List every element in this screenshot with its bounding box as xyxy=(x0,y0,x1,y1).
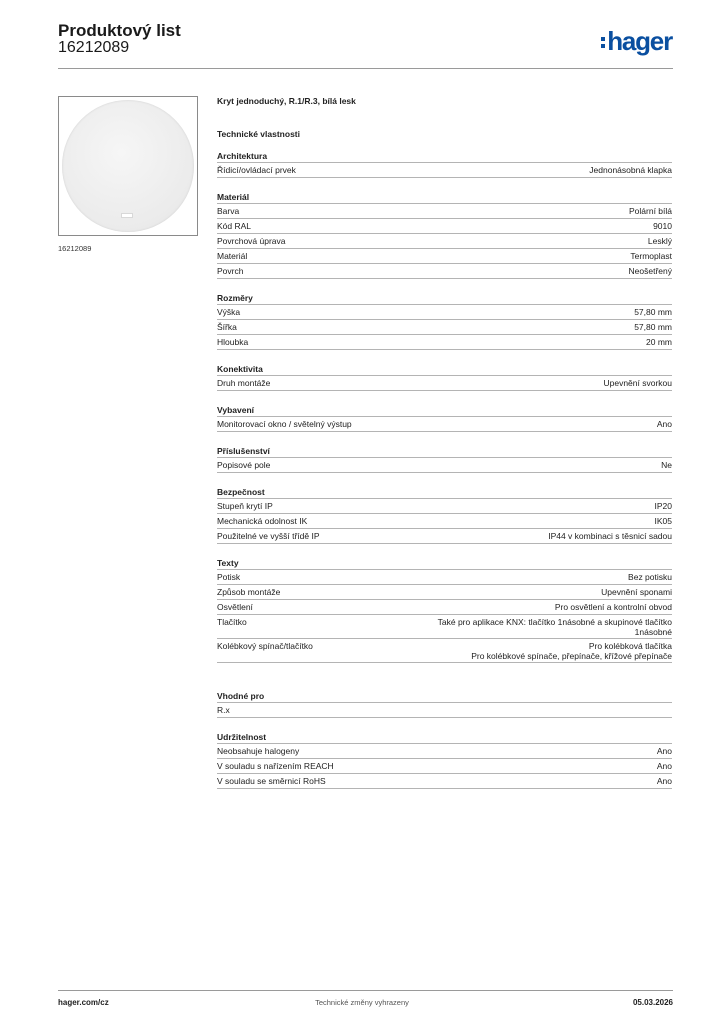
group-title: Příslušenství xyxy=(217,446,672,458)
spec-row xyxy=(217,417,672,432)
spec-value xyxy=(629,206,672,216)
spec-value xyxy=(657,776,672,786)
spec-row xyxy=(217,759,672,774)
spec-group xyxy=(217,487,672,544)
spec-row xyxy=(217,264,672,279)
spec-label: Potisk xyxy=(217,572,241,582)
image-caption: 16212089 xyxy=(58,244,92,253)
hager-logo xyxy=(601,28,672,54)
group-spacer xyxy=(217,391,672,405)
group-title: Vhodné pro xyxy=(217,691,672,703)
spec-row xyxy=(217,615,672,639)
spec-row xyxy=(217,204,672,219)
spec-row xyxy=(217,529,672,544)
footer-date: 05.03.2026 xyxy=(632,998,673,1007)
spec-label: Mechanická odolnost IK xyxy=(217,516,308,526)
group-title: Texty xyxy=(217,558,672,570)
spec-value-line: 57,80 mm xyxy=(634,307,672,317)
spec-value xyxy=(657,746,672,756)
spec-label: V souladu se směrnicí RoHS xyxy=(217,776,326,786)
spec-label: Šířka xyxy=(217,322,237,332)
spec-row xyxy=(217,514,672,529)
spec-value xyxy=(628,572,672,582)
spec-value-line: Polární bílá xyxy=(629,206,672,216)
spec-groups xyxy=(217,151,672,789)
spec-value-line: IP44 v kombinaci s těsnicí sadou xyxy=(548,531,672,541)
spec-group xyxy=(217,558,672,663)
spec-label: Hloubka xyxy=(217,337,249,347)
group-title: Bezpečnost xyxy=(217,487,672,499)
spec-content xyxy=(217,96,672,789)
group-spacer xyxy=(217,350,672,364)
spec-row xyxy=(217,600,672,615)
spec-label: Tlačítko xyxy=(217,617,247,627)
spec-value xyxy=(634,322,672,332)
spec-group xyxy=(217,293,672,350)
spec-row xyxy=(217,234,672,249)
spec-value xyxy=(655,516,673,526)
spec-row xyxy=(217,703,672,718)
spec-value-line: 1násobné xyxy=(634,627,672,637)
spec-value-line: Pro osvětlení a kontrolní obvod xyxy=(554,602,672,612)
spec-value xyxy=(438,617,672,637)
spec-value-line: Ano xyxy=(656,419,672,429)
spec-group xyxy=(217,151,672,178)
logo-dots-icon xyxy=(601,37,605,48)
spec-row xyxy=(217,639,672,663)
spec-label: Povrchová úprava xyxy=(217,236,286,246)
spec-label: Osvětlení xyxy=(217,602,253,612)
spec-value-line: Upevnění sponami xyxy=(601,587,672,597)
spec-group xyxy=(217,691,672,718)
spec-value-line: Neošetřený xyxy=(628,266,672,276)
spec-value xyxy=(655,501,673,511)
spec-group xyxy=(217,364,672,391)
page-title: Produktový list xyxy=(58,21,181,40)
spec-value-line: Pro kolébková tlačítka xyxy=(588,641,672,651)
spec-row xyxy=(217,744,672,759)
spec-value xyxy=(648,236,672,246)
product-image xyxy=(58,96,198,236)
spec-value xyxy=(630,251,672,261)
spec-row xyxy=(217,774,672,789)
group-title: Architektura xyxy=(217,151,672,163)
spec-group xyxy=(217,446,672,473)
spec-label: Způsob montáže xyxy=(217,587,281,597)
spec-label: Materiál xyxy=(217,251,248,261)
group-spacer xyxy=(217,544,672,558)
spec-label: V souladu s nařízením REACH xyxy=(217,761,334,771)
spec-label: Neobsahuje halogeny xyxy=(217,746,300,756)
spec-value xyxy=(601,587,672,597)
spec-value xyxy=(657,761,672,771)
spec-label: Kolébkový spínač/tlačítko xyxy=(217,641,313,651)
spec-label: Barva xyxy=(217,206,240,216)
spec-row xyxy=(217,305,672,320)
spec-value-line: IP20 xyxy=(654,501,672,511)
spec-label: Řídicí/ovládací prvek xyxy=(217,165,296,175)
spec-value-line: Ano xyxy=(656,761,672,771)
group-title: Rozměry xyxy=(217,293,672,305)
spec-group xyxy=(217,732,672,789)
spec-value-line: Jednonásobná klapka xyxy=(589,165,672,175)
spec-label: Monitorovací okno / světelný výstup xyxy=(217,419,352,429)
spec-value xyxy=(634,307,672,317)
spec-row xyxy=(217,585,672,600)
spec-label: Druh montáže xyxy=(217,378,271,388)
spec-value-line: Ne xyxy=(661,460,672,470)
group-spacer xyxy=(217,432,672,446)
group-title: Vybavení xyxy=(217,405,672,417)
spec-label: Výška xyxy=(217,307,241,317)
spec-value-line: 9010 xyxy=(653,221,672,231)
spec-row xyxy=(217,320,672,335)
group-spacer xyxy=(217,279,672,293)
spec-group xyxy=(217,405,672,432)
spec-value-line: 57,80 mm xyxy=(634,322,672,332)
spec-value xyxy=(471,641,672,661)
spec-value xyxy=(657,419,672,429)
group-title: Konektivita xyxy=(217,364,672,376)
indicator-window xyxy=(121,213,133,218)
spec-label: Povrch xyxy=(217,266,244,276)
spec-row xyxy=(217,163,672,178)
footer-divider xyxy=(58,990,673,991)
group-spacer xyxy=(217,473,672,487)
spec-group xyxy=(217,192,672,279)
spec-value-line: Upevnění svorkou xyxy=(603,378,672,388)
spec-value-line: Také pro aplikace KNX: tlačítko 1násobné a skupinové tlačítko xyxy=(437,617,672,627)
spec-row xyxy=(217,249,672,264)
spec-value xyxy=(548,531,672,541)
spec-value xyxy=(589,165,672,175)
spec-value-line: Pro kolébkové spínače, přepínače, křížové přepínače xyxy=(471,651,672,661)
spec-value xyxy=(661,460,672,470)
spec-row xyxy=(217,499,672,514)
spec-value-line: Ano xyxy=(656,746,672,756)
spec-value-line: Bez potisku xyxy=(628,572,672,582)
spec-value xyxy=(555,602,672,612)
spec-label: R.x xyxy=(217,705,230,715)
spec-value xyxy=(653,221,672,231)
group-title: Udržitelnost xyxy=(217,732,672,744)
group-spacer xyxy=(217,718,672,732)
spec-value xyxy=(646,337,672,347)
spec-row xyxy=(217,458,672,473)
product-number: 16212089 xyxy=(58,39,130,56)
footer-website[interactable]: hager.com/cz xyxy=(58,998,109,1007)
spec-row xyxy=(217,219,672,234)
spec-label: Kód RAL xyxy=(217,221,252,231)
product-name: Kryt jednoduchý, R.1/R.3, bílá lesk xyxy=(217,96,356,106)
spec-value-line: 20 mm xyxy=(646,337,672,347)
spec-label: Stupeň krytí IP xyxy=(217,501,273,511)
spec-row xyxy=(217,570,672,585)
spec-value xyxy=(629,266,672,276)
header-divider xyxy=(58,68,673,69)
group-title: Materiál xyxy=(217,192,672,204)
logo-text: hager xyxy=(607,26,672,56)
spec-label: Popisové pole xyxy=(217,460,271,470)
group-spacer xyxy=(217,663,672,691)
spec-row xyxy=(217,376,672,391)
spec-value-line: Lesklý xyxy=(647,236,672,246)
spec-value-line: Termoplast xyxy=(630,251,672,261)
spec-label: Použitelné ve vyšší třídě IP xyxy=(217,531,320,541)
spec-value-line: IK05 xyxy=(654,516,672,526)
spec-value-line: Ano xyxy=(656,776,672,786)
spec-row xyxy=(217,335,672,350)
tech-properties-title: Technické vlastnosti xyxy=(217,129,300,139)
footer-disclaimer: Technické změny vyhrazeny xyxy=(315,998,409,1007)
group-spacer xyxy=(217,178,672,192)
spec-value xyxy=(603,378,672,388)
